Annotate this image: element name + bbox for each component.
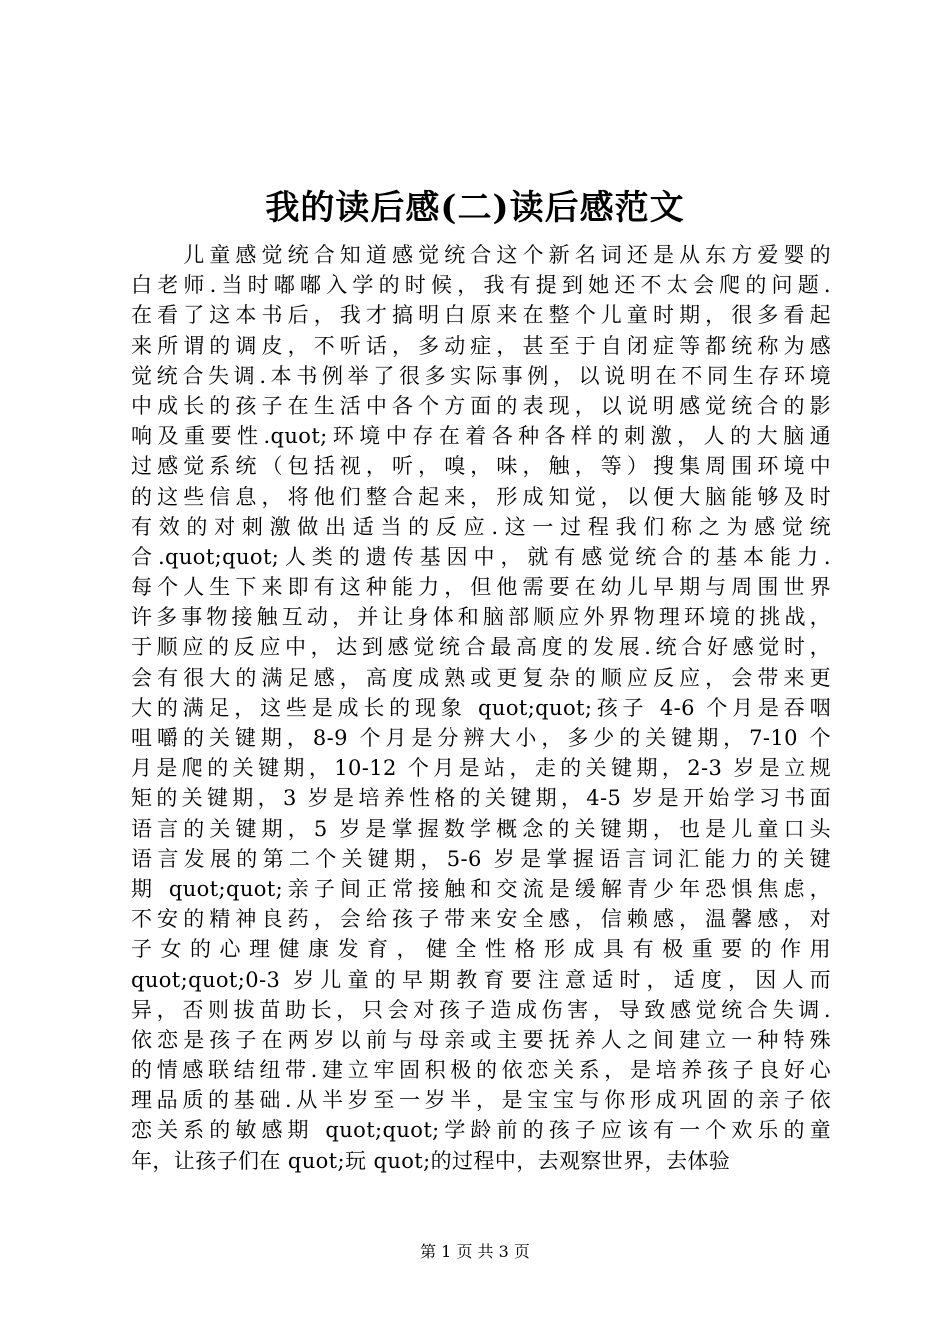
text-line: 每个人生下来即有这种能力，但他需要在幼儿早期与周围世界	[131, 575, 831, 600]
body-text	[131, 240, 831, 1176]
page-footer	[0, 1240, 950, 1264]
page-number: 第 1 页 共 3 页	[420, 1242, 530, 1261]
page-title: 我的读后感(二)读后感范文	[265, 188, 685, 228]
text-line: 于顺应的反应中，达到感觉统合最高度的发展.统合好感觉时，	[131, 635, 831, 660]
text-line: 有效的对刺激做出适当的反应.这一过程我们称之为感觉统	[131, 514, 831, 539]
text-line: 语言发展的第二个关键期，5-6 岁是掌握语言词汇能力的关键	[131, 846, 831, 871]
text-line: 矩的关键期，3 岁是培养性格的关键期，4-5 岁是开始学习书面	[131, 786, 831, 811]
text-line: 理品质的基础.从半岁至一岁半，是宝宝与你形成巩固的亲子依	[131, 1088, 831, 1113]
text-line: 的这些信息，将他们整合起来，形成知觉，以便大脑能够及时	[131, 484, 831, 509]
text-line: 会有很大的满足感，高度成熟或更复杂的顺应反应，会带来更	[131, 665, 831, 690]
text-line: 咀嚼的关键期，8-9 个月是分辨大小，多少的关键期，7-10 个	[131, 726, 831, 750]
text-line: 儿童感觉统合知道感觉统合这个新名词还是从东方爱婴的	[131, 243, 831, 267]
text-line: 响及重要性.quot;环境中存在着各种各样的刺激，人的大脑通	[131, 424, 831, 449]
text-line: 许多事物接触互动，并让身体和脑部顺应外界物理环境的挑战，	[131, 605, 831, 630]
text-line: 的情感联结纽带.建立牢固积极的依恋关系，是培养孩子良好心	[131, 1058, 831, 1083]
text-line: 月是爬的关键期，10-12 个月是站，走的关键期，2-3 岁是立规	[131, 756, 831, 781]
text-line: 依恋是孩子在两岁以前与母亲或主要抚养人之间建立一种特殊	[131, 1027, 831, 1052]
text-line: quot;quot;0-3 岁儿童的早期教育要注意适时，适度，因人而	[131, 967, 831, 992]
text-line: 不安的精神良药，会给孩子带来安全感，信赖感，温馨感，对	[131, 907, 831, 932]
text-line: 子女的心理健康发育，健全性格形成具有极重要的作用	[131, 937, 831, 962]
text-line: 异，否则拔苗助长，只会对孩子造成伤害，导致感觉统合失调.	[131, 997, 831, 1022]
text-line: 过感觉系统（包括视，听，嗅，味，触，等）搜集周围环境中	[131, 454, 831, 479]
text-line: 在看了这本书后，我才搞明白原来在整个儿童时期，很多看起	[131, 303, 831, 328]
text-line: 白老师.当时嘟嘟入学的时候，我有提到她还不太会爬的问题.	[131, 273, 831, 298]
text-line: 来所谓的调皮，不听话，多动症，甚至于自闭症等都统称为感	[131, 333, 831, 358]
text-line: 语言的关键期，5 岁是掌握数学概念的关键期，也是儿童口头	[131, 816, 831, 841]
text-line: 恋关系的敏感期 quot;quot;学龄前的孩子应该有一个欢乐的童	[131, 1118, 831, 1143]
text-line: 大的满足，这些是成长的现象 quot;quot;孩子 4-6 个月是吞咽	[131, 695, 831, 720]
text-line: 觉统合失调.本书例举了很多实际事例，以说明在不同生存环境	[131, 363, 831, 388]
text-line: 合.quot;quot;人类的遗传基因中，就有感觉统合的基本能力.	[131, 544, 831, 569]
text-line: 期 quot;quot;亲子间正常接触和交流是缓解青少年恐惧焦虑，	[131, 876, 831, 901]
text-line: 年，让孩子们在 quot;玩 quot;的过程中，去观察世界，去体验	[131, 1148, 731, 1173]
text-line: 中成长的孩子在生活中各个方面的表现，以说明感觉统合的影	[131, 393, 831, 418]
